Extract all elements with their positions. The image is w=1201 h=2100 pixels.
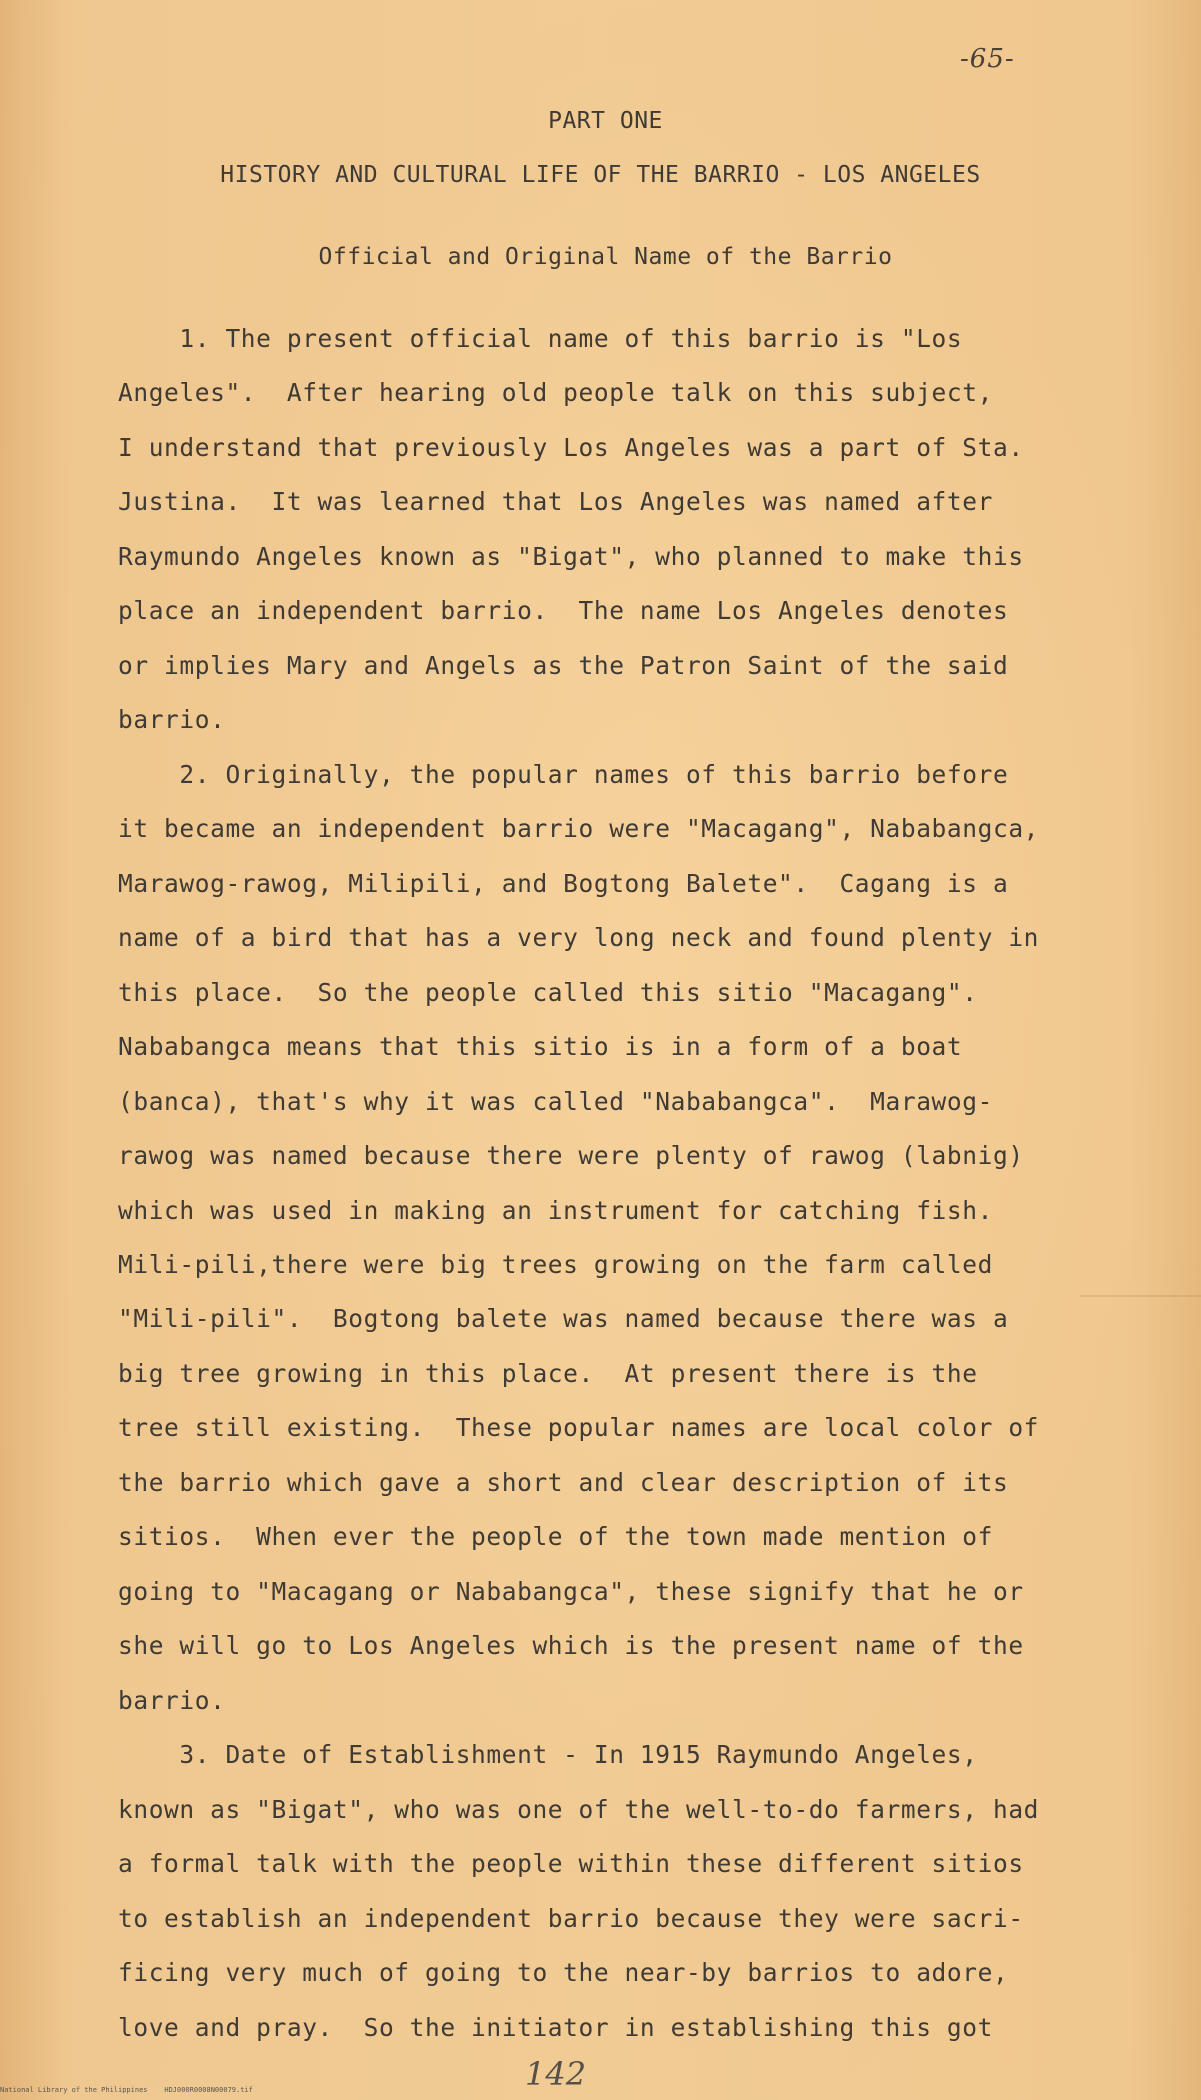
text-line: going to "Macagang or Nababangca", these signify that he or <box>118 1577 1024 1606</box>
text-line: love and pray. So the initiator in establishing this got <box>118 2013 993 2042</box>
text-line: a formal talk with the people within these different sitios <box>118 1849 1024 1878</box>
heading-official-name: Official and Original Name of the Barrio <box>318 244 893 270</box>
paper-fold <box>1080 1295 1201 1297</box>
text-line: big tree growing in this place. At present there is the <box>118 1359 978 1388</box>
text-line: barrio. <box>118 705 226 734</box>
text-line: this place. So the people called this sitio "Macagang". <box>118 978 978 1007</box>
text-line: I understand that previously Los Angeles was a part of Sta. <box>118 433 1024 462</box>
heading-part: PART ONE <box>548 108 663 134</box>
archive-footer-strip: National Library of the Philippines HDJ000R0008N00079.tif <box>0 2086 253 2094</box>
text-line: 3. Date of Establishment - In 1915 Raymundo Angeles, <box>118 1740 978 1769</box>
handwritten-page-number: 142 <box>525 2055 587 2093</box>
text-line: place an independent barrio. The name Los Angeles denotes <box>118 596 1009 625</box>
page-number: -65- <box>960 44 1015 74</box>
text-line: sitios. When ever the people of the town made mention of <box>118 1522 993 1551</box>
text-line: Justina. It was learned that Los Angeles was named after <box>118 487 993 516</box>
text-line: to establish an independent barrio because they were sacri- <box>118 1904 1024 1933</box>
text-line: it became an independent barrio were "Macagang", Nababangca, <box>118 814 1040 843</box>
text-line: name of a bird that has a very long neck and found plenty in <box>118 923 1040 952</box>
text-line: Mili-pili,there were big trees growing on the farm called <box>118 1250 993 1279</box>
text-line: barrio. <box>118 1686 226 1715</box>
text-line: Marawog-rawog, Milipili, and Bogtong Balete". Cagang is a <box>118 869 1009 898</box>
text-line: Nababangca means that this sitio is in a form of a boat <box>118 1032 963 1061</box>
text-line: 1. The present official name of this barrio is "Los <box>118 324 963 353</box>
text-line: the barrio which gave a short and clear description of its <box>118 1468 1009 1497</box>
text-line: she will go to Los Angeles which is the present name of the <box>118 1631 1024 1660</box>
text-line: "Mili-pili". Bogtong balete was named because there was a <box>118 1304 1009 1333</box>
text-line: tree still existing. These popular names are local color of <box>118 1413 1040 1442</box>
text-line: known as "Bigat", who was one of the well-to-do farmers, had <box>118 1795 1040 1824</box>
text-line: Raymundo Angeles known as "Bigat", who planned to make this <box>118 542 1024 571</box>
text-line: rawog was named because there were plenty of rawog (labnig) <box>118 1141 1024 1170</box>
text-line: ficing very much of going to the near-by barrios to adore, <box>118 1958 1009 1987</box>
text-line: (banca), that's why it was called "Nababangca". Marawog- <box>118 1087 993 1116</box>
text-line: 2. Originally, the popular names of this barrio before <box>118 760 1009 789</box>
text-line: which was used in making an instrument for catching fish. <box>118 1196 993 1225</box>
text-line: or implies Mary and Angels as the Patron Saint of the said <box>118 651 1009 680</box>
text-line: Angeles". After hearing old people talk on this subject, <box>118 378 993 407</box>
heading-history: HISTORY AND CULTURAL LIFE OF THE BARRIO - LOS ANGELES <box>220 162 981 188</box>
